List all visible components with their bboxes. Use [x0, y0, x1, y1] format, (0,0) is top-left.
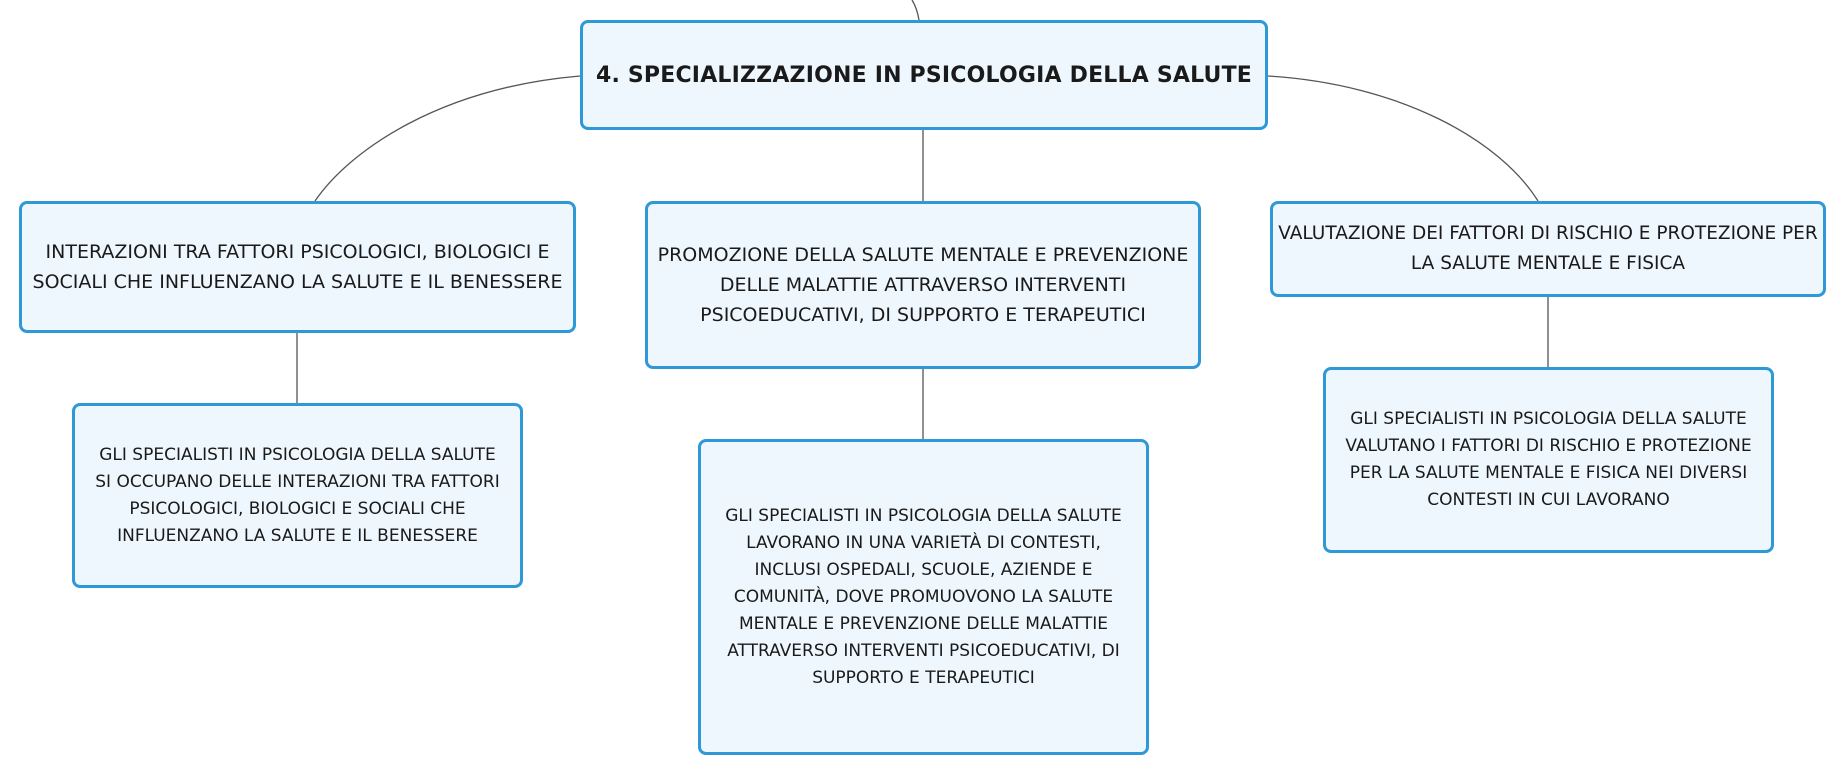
topic-node-label: PROMOZIONE DELLA SALUTE MENTALE E PREVENZIONE DELLE MALATTIE ATTRAVERSO INTERVENTI PSICOEDUCATIVI, DI SUPPORTO E TERAPEUTICI — [657, 244, 1189, 326]
connector-parent-to-root — [912, 0, 919, 20]
topic-node-interazioni[interactable] — [19, 201, 576, 333]
detail-node-label: GLI SPECIALISTI IN PSICOLOGIA DELLA SALUTE VALUTANO I FATTORI DI RISCHIO E PROTEZIONE PER LA SALUTE MENTALE E FISICA NEI DIVERSI CONTESTI IN CUI LAVORANO — [1345, 409, 1752, 510]
connector-root-to-topic-3 — [1268, 76, 1538, 201]
detail-node-label: GLI SPECIALISTI IN PSICOLOGIA DELLA SALUTE SI OCCUPANO DELLE INTERAZIONI TRA FATTORI PSICOLOGICI, BIOLOGICI E SOCIALI CHE INFLUENZANO LA SALUTE E IL BENESSERE — [95, 444, 500, 546]
detail-node-interazioni[interactable] — [72, 403, 523, 588]
root-node-label: 4. SPECIALIZZAZIONE IN PSICOLOGIA DELLA SALUTE — [595, 62, 1253, 88]
connector-root-to-topic-1 — [315, 76, 580, 201]
detail-node-label: GLI SPECIALISTI IN PSICOLOGIA DELLA SALUTE LAVORANO IN UNA VARIETÀ DI CONTESTI, INCLUSI OSPEDALI, SCUOLE, AZIENDE E COMUNITÀ, DOVE PROMUOVONO LA SALUTE MENTALE E PREVENZIONE DELLE MALATTIE ATTRAVERSO INTERVENTI PSICOEDUCATIVI, DI SUPPORTO E TERAPEUTICI — [725, 505, 1122, 688]
topic-node-label: VALUTAZIONE DEI FATTORI DI RISCHIO E PROTEZIONE PER LA SALUTE MENTALE E FISICA — [1278, 223, 1818, 274]
detail-node-valutazione[interactable] — [1323, 367, 1774, 553]
topic-node-promozione[interactable] — [645, 201, 1201, 369]
topic-node-valutazione[interactable] — [1270, 201, 1826, 297]
root-node[interactable] — [580, 20, 1268, 130]
detail-node-promozione[interactable] — [698, 439, 1149, 755]
topic-node-label: INTERAZIONI TRA FATTORI PSICOLOGICI, BIOLOGICI E SOCIALI CHE INFLUENZANO LA SALUTE E IL BENESSERE — [32, 241, 563, 293]
